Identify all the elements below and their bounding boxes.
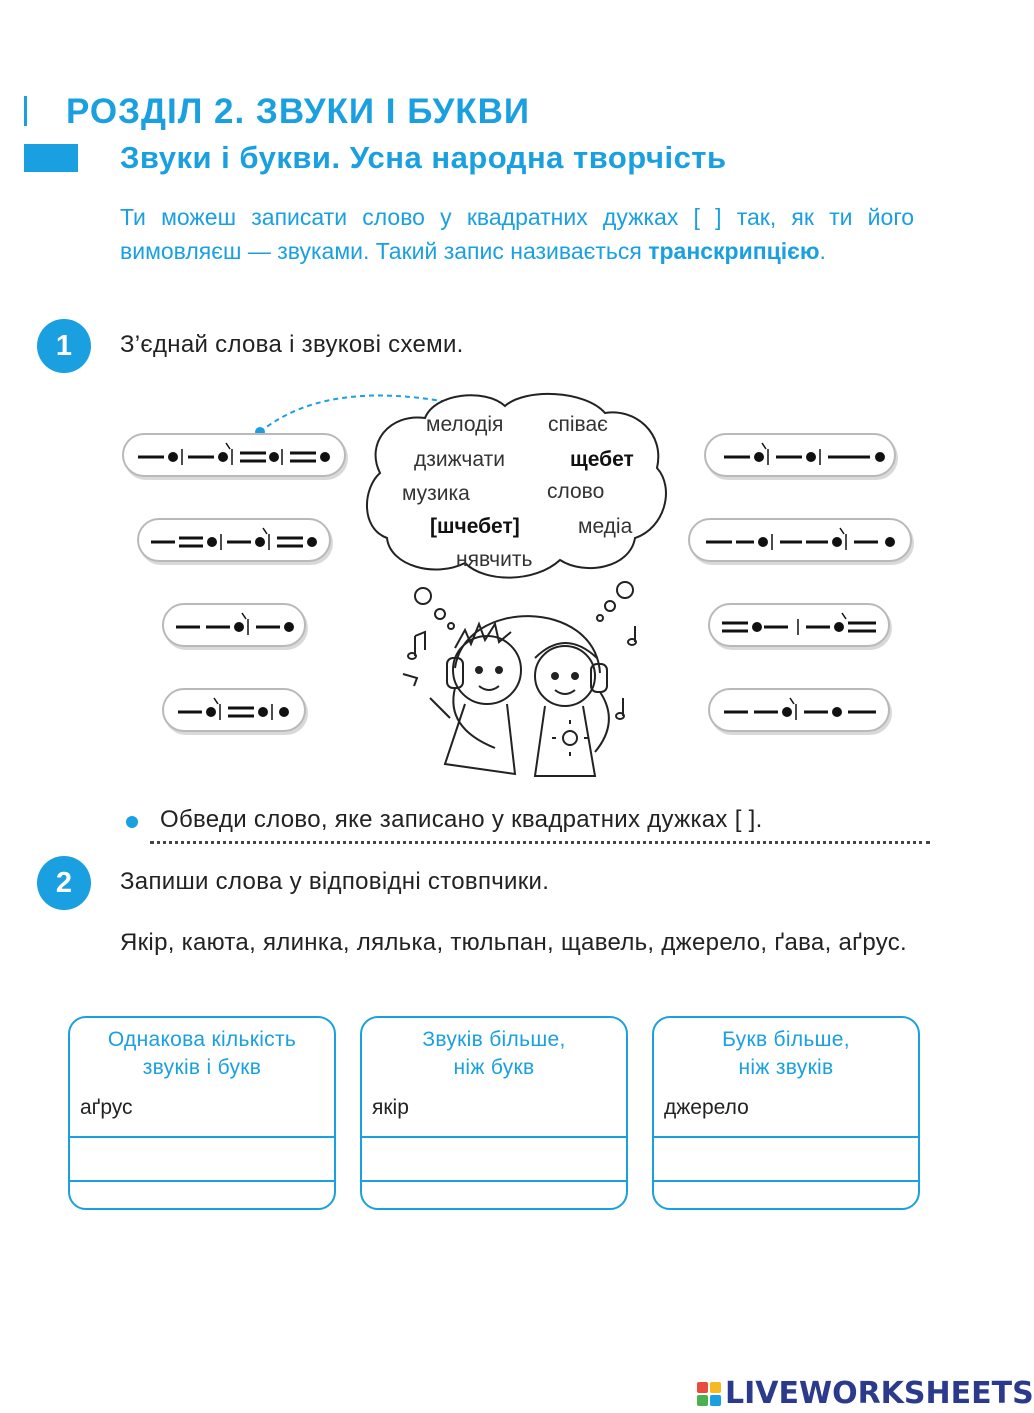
children-headphones-illustration — [395, 578, 655, 783]
footer-brand: LIVEWORKSHEETS — [725, 1376, 1034, 1411]
answer-row[interactable] — [654, 1136, 918, 1180]
cut-off-text-line — [150, 838, 930, 846]
cloud-word[interactable]: співає — [548, 413, 608, 436]
cloud-word[interactable]: [шчебет] — [430, 515, 520, 538]
answer-row[interactable] — [654, 1092, 918, 1136]
sound-scheme-right-3[interactable] — [708, 603, 890, 647]
sound-scheme-right-2[interactable] — [688, 518, 912, 562]
column-header: Букв більше, ніж звуків — [722, 1028, 850, 1079]
bullet-dot — [126, 816, 138, 828]
column-more-sounds — [360, 1016, 628, 1210]
column-more-letters — [652, 1016, 920, 1210]
task-number-2: 2 — [37, 856, 91, 910]
sound-scheme-left-2[interactable] — [137, 518, 331, 562]
answer-row[interactable] — [70, 1180, 334, 1224]
task1-instruction: З’єднай слова і звукові схеми. — [120, 331, 464, 358]
answer-entry[interactable]: джерело — [664, 1096, 749, 1119]
answer-entry[interactable]: якір — [372, 1096, 409, 1119]
answer-row[interactable] — [362, 1180, 626, 1224]
answer-row[interactable] — [654, 1180, 918, 1224]
column-equal — [68, 1016, 336, 1210]
intro-paragraph: Ти можеш записати слово у квадратних дужках [ ] так, як ти його вимовляєш — звуками. Такий запис називається транскрипцією. — [120, 204, 914, 264]
sound-scheme-right-1[interactable] — [704, 433, 896, 477]
section-title: РОЗДІЛ 2. ЗВУКИ І БУКВИ — [66, 92, 531, 131]
task2-word-list: Якір, каюта, ялинка, лялька, тюльпан, щавель, джерело, ґава, аґрус. — [120, 929, 907, 956]
answer-row[interactable] — [70, 1136, 334, 1180]
answer-entry[interactable]: аґрус — [80, 1096, 133, 1119]
sound-scheme-right-4[interactable] — [708, 688, 890, 732]
logo-squares-icon — [697, 1382, 721, 1406]
task2-instruction: Запиши слова у відповідні стовпчики. — [120, 868, 550, 895]
answer-row[interactable] — [362, 1092, 626, 1136]
column-header: Звуків більше, ніж букв — [422, 1028, 566, 1079]
lesson-title: Звуки і букви. Усна народна творчість — [120, 140, 727, 175]
answer-row[interactable] — [70, 1092, 334, 1136]
cloud-word[interactable]: нявчить — [456, 548, 533, 571]
liveworksheets-logo[interactable] — [697, 1376, 1034, 1411]
column-header: Однакова кількість звуків і букв — [107, 1028, 297, 1079]
task-number-1: 1 — [37, 319, 91, 373]
sound-scheme-left-4[interactable] — [162, 688, 306, 732]
cloud-word[interactable]: медіа — [578, 515, 633, 538]
answer-row[interactable] — [362, 1136, 626, 1180]
sound-scheme-left-1[interactable] — [122, 433, 346, 477]
task1-bullet-instruction: Обведи слово, яке записано у квадратних дужках [ ]. — [160, 806, 763, 833]
cloud-word[interactable]: слово — [547, 480, 605, 503]
intro-bold-term: транскрипцією — [648, 238, 820, 264]
cloud-word[interactable]: дзижчати — [414, 448, 505, 471]
cloud-word[interactable]: мелодія — [426, 413, 504, 436]
sound-scheme-left-3[interactable] — [162, 603, 306, 647]
cloud-word[interactable]: музика — [402, 482, 470, 505]
cloud-word[interactable]: щебет — [570, 448, 634, 471]
